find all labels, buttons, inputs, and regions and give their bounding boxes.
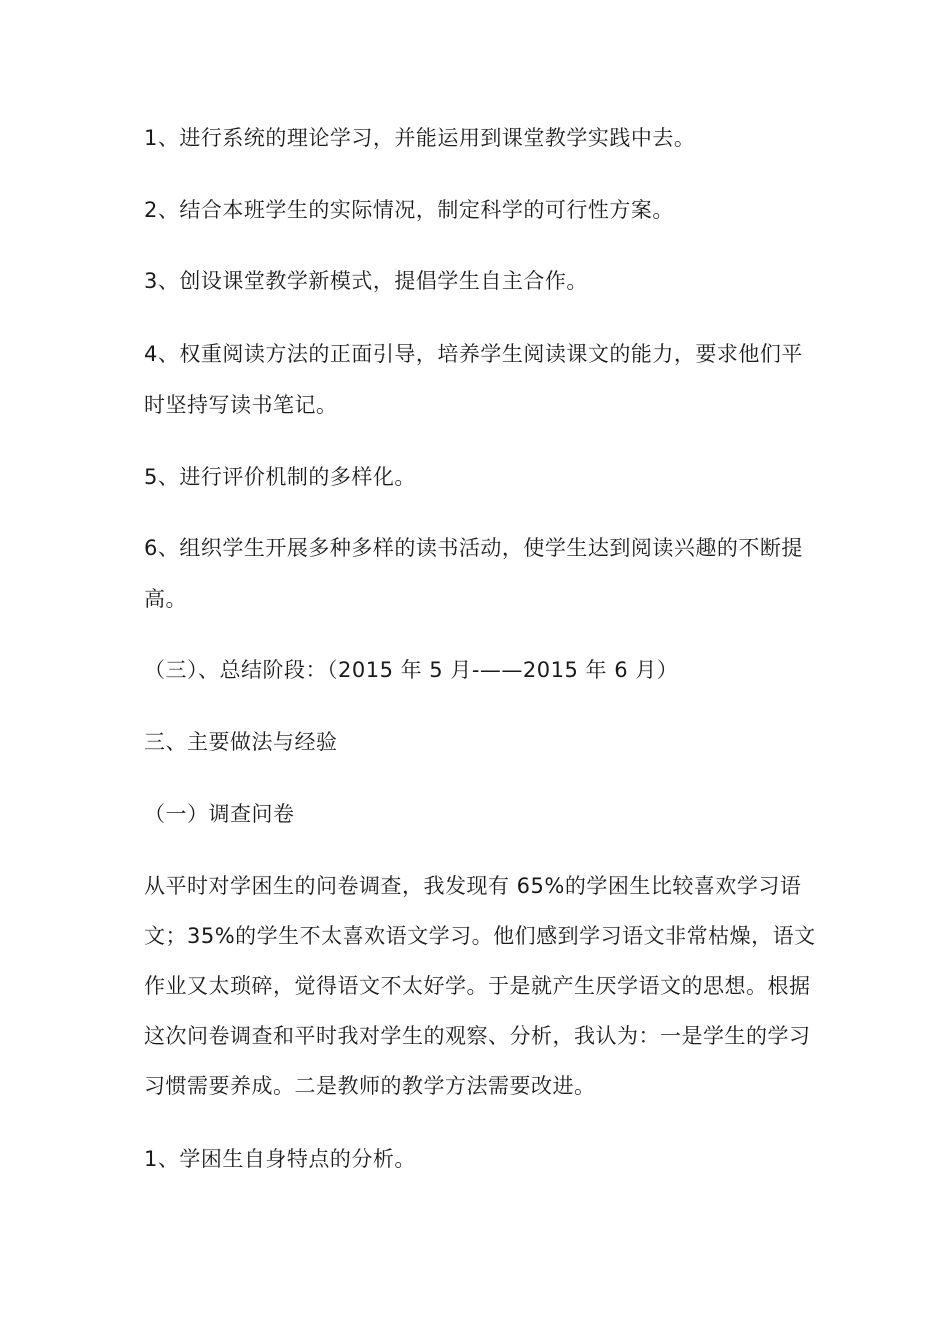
survey-paragraph-line-4: 这次问卷调查和平时我对学生的观察、分析，我认为：一是学生的学习 [144, 1024, 811, 1048]
item-6-text-line-2: 高。 [144, 587, 187, 611]
survey-paragraph-line-2: 文；35%的学生不太喜欢语文学习。他们感到学习语文非常枯燥，语文 [144, 924, 816, 948]
item-6-text-line-1: 6、组织学生开展多种多样的读书活动，使学生达到阅读兴趣的不断提 [144, 536, 803, 560]
item-5-text: 5、进行评价机制的多样化。 [144, 465, 416, 489]
section-3-heading: 三、主要做法与经验 [144, 730, 338, 754]
survey-paragraph-line-1: 从平时对学困生的问卷调查，我发现有 65%的学困生比较喜欢学习语 [144, 874, 802, 898]
survey-paragraph-line-5: 习惯需要养成。二是教师的教学方法需要改进。 [144, 1074, 596, 1098]
item-2-text: 2、结合本班学生的实际情况，制定科学的可行性方案。 [144, 198, 674, 222]
item-4-text-line-2: 时坚持写读书笔记。 [144, 393, 338, 417]
subsection-1-heading: （一）调查问卷 [144, 802, 295, 826]
item-3-text: 3、创设课堂教学新模式，提倡学生自主合作。 [144, 269, 588, 293]
analysis-item-1-heading: 1、学困生自身特点的分析。 [144, 1147, 416, 1171]
item-1-text: 1、进行系统的理论学习，并能运用到课堂教学实践中去。 [144, 126, 696, 150]
stage-3-heading: （三）、总结阶段：（2015 年 5 月-——2015 年 6 月） [144, 658, 679, 682]
survey-paragraph-line-3: 作业又太琐碎，觉得语文不太好学。于是就产生厌学语文的思想。根据 [144, 974, 811, 998]
item-4-text-line-1: 4、权重阅读方法的正面引导，培养学生阅读课文的能力，要求他们平 [144, 342, 803, 366]
